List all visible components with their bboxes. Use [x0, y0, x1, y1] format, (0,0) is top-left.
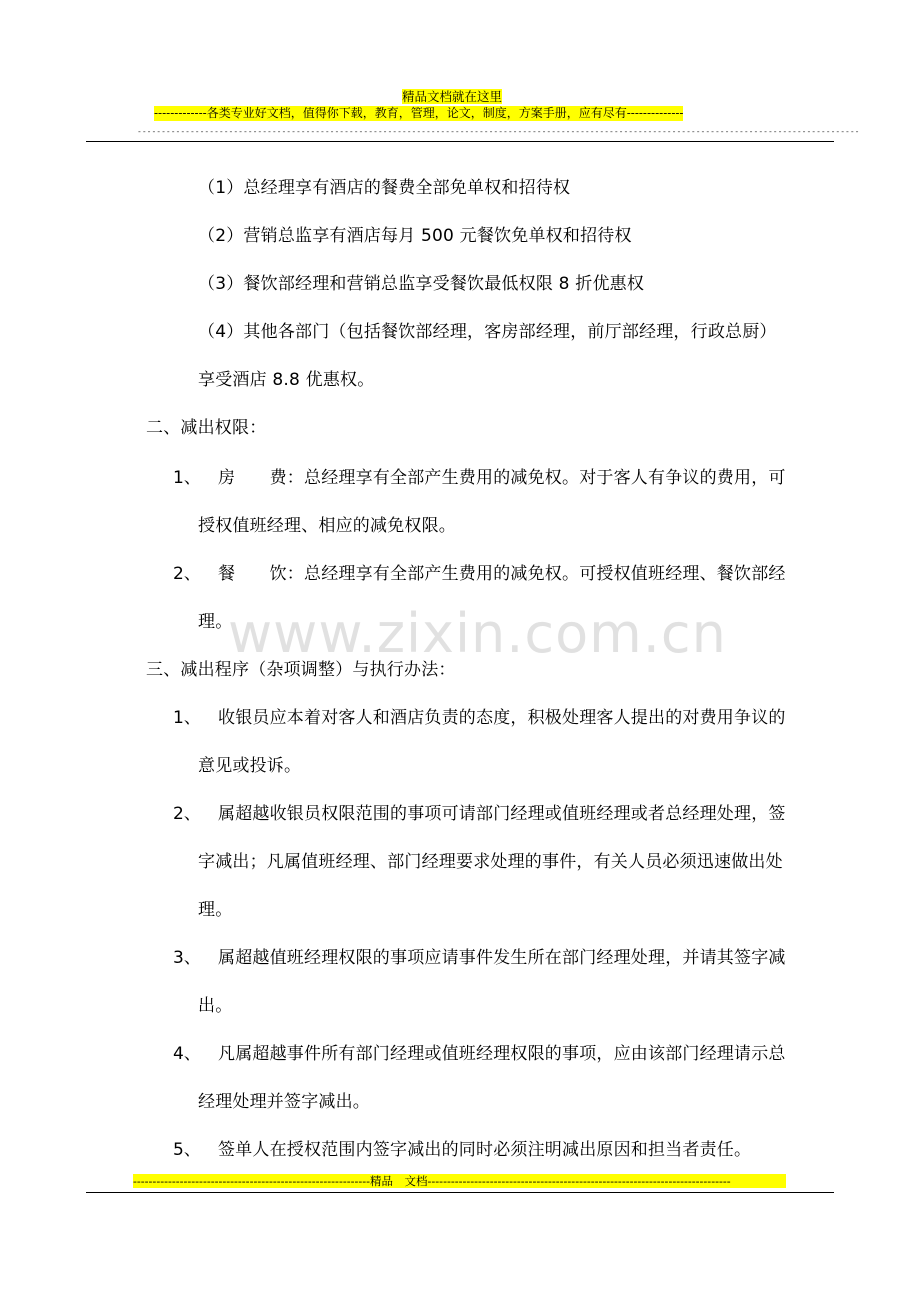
privilege-item-1: （1）总经理享有酒店的餐费全部免单权和招待权 [198, 178, 571, 198]
header-title: 精品文档就在这里 [402, 89, 503, 104]
section-3-item-2-number: 2、 [173, 804, 201, 824]
privilege-item-3: （3）餐饮部经理和营销总监享受餐饮最低权限 8 折优惠权 [198, 274, 645, 294]
section-3-item-4-line1: 凡属超越事件所有部门经理或值班经理权限的事项，应由该部门经理请示总 [218, 1044, 786, 1064]
section-2-item-2-line2: 理。 [198, 612, 233, 632]
section-3-item-4-number: 4、 [173, 1044, 201, 1064]
section-3-item-4-line2: 经理处理并签字减出。 [198, 1092, 370, 1112]
watermark: www.zixin.com.cn [228, 602, 727, 665]
header-tagline: -------------各类专业好文档，值得你下载，教育，管理，论文，制度，方案手册，应有尽有-------------- [154, 106, 684, 120]
section-2-item-2-line1: 餐 饮：总经理享有全部产生费用的减免权。可授权值班经理、餐饮部经 [218, 564, 786, 584]
section-3-item-5-line1: 签单人在授权范围内签字减出的同时必须注明减出原因和担当者责任。 [218, 1140, 752, 1160]
privilege-item-4-line2: 享受酒店 8.8 优惠权。 [198, 370, 375, 390]
header-rule [86, 141, 834, 142]
section-3-item-1-number: 1、 [173, 708, 201, 728]
footer-rule [86, 1192, 834, 1193]
section-3-item-3-line2: 出。 [198, 996, 233, 1016]
header-dashes: ------------------------------------------------------------------------------------------------------------------------------------------------------ [137, 127, 860, 136]
section-2-item-2-number: 2、 [173, 564, 201, 584]
section-2-item-1-line1: 房 费：总经理享有全部产生费用的减免权。对于客人有争议的费用，可 [218, 468, 786, 488]
section-3-heading: 三、减出程序（杂项调整）与执行办法： [146, 660, 456, 680]
section-3-item-3-line1: 属超越值班经理权限的事项应请事件发生所在部门经理处理，并请其签字减 [218, 948, 786, 968]
section-3-item-1-line1: 收银员应本着对客人和酒店负责的态度，积极处理客人提出的对费用争议的 [218, 708, 786, 728]
section-2-item-1-line2: 授权值班经理、相应的减免权限。 [198, 516, 456, 536]
section-3-item-2-line1: 属超越收银员权限范围的事项可请部门经理或值班经理或者总经理处理，签 [218, 804, 786, 824]
section-2-item-1-number: 1、 [173, 468, 201, 488]
section-3-item-3-number: 3、 [173, 948, 201, 968]
privilege-item-2: （2）营销总监享有酒店每月 500 元餐饮免单权和招待权 [198, 226, 632, 246]
section-3-item-2-line2: 字减出；凡属值班经理、部门经理要求处理的事件，有关人员必须迅速做出处 [198, 852, 783, 872]
section-3-item-1-line2: 意见或投诉。 [198, 756, 302, 776]
privilege-item-4-line1: （4）其他各部门（包括餐饮部经理，客房部经理，前厅部经理，行政总厨） [198, 322, 777, 342]
section-2-heading: 二、减出权限： [146, 418, 267, 438]
footer-banner: -------------------------------------------------------------精品 文档------------------------------------------------------------------------------ [133, 1174, 786, 1188]
section-3-item-2-line3: 理。 [198, 900, 233, 920]
section-3-item-5-number: 5、 [173, 1140, 201, 1160]
